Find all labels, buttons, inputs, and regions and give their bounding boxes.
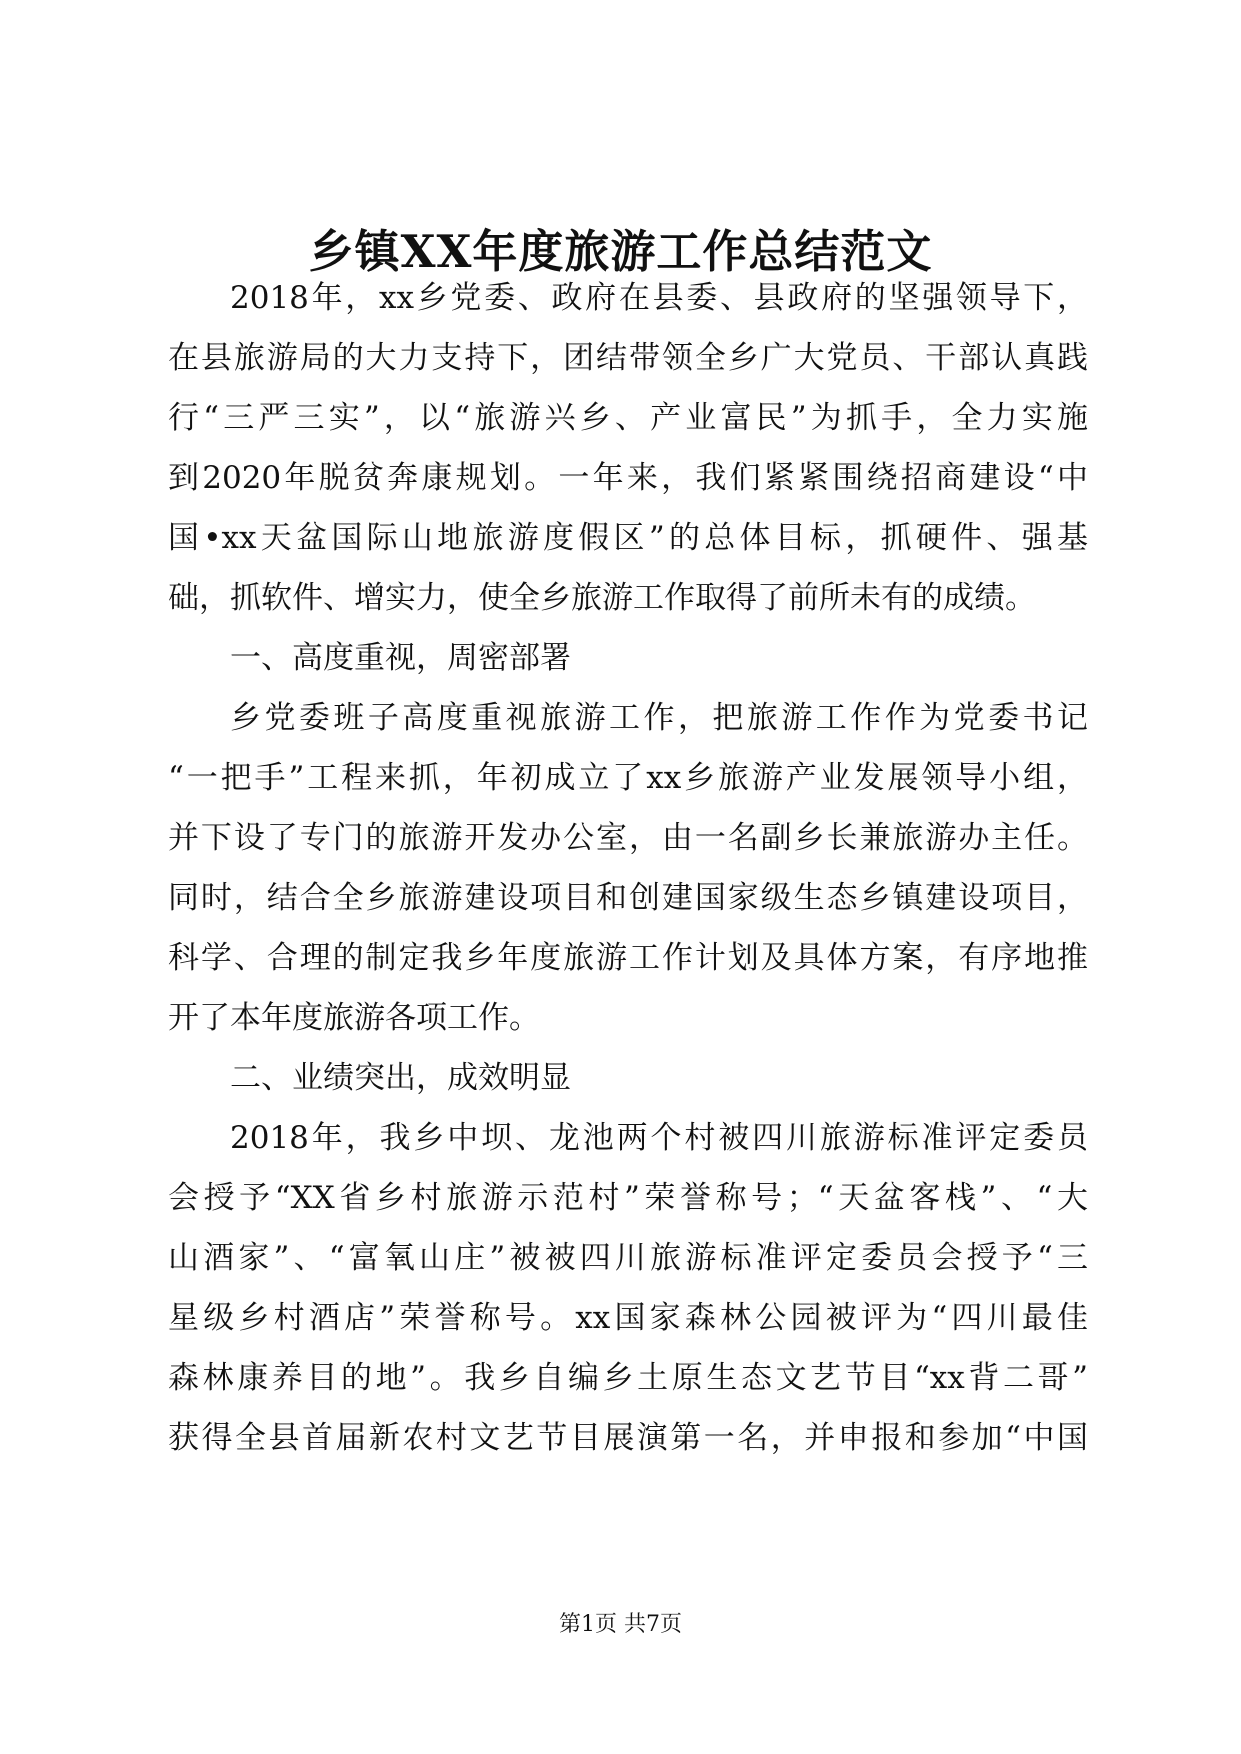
paragraph-line: 在县旅游局的大力支持下，团结带领全乡广大党员、干部认真践 — [168, 340, 1088, 376]
paragraph-line: 并下设了专门的旅游开发办公室，由一名副乡长兼旅游办主任。 — [168, 820, 1088, 856]
paragraph-line: 行“三严三实”，以“旅游兴乡、产业富民”为抓手，全力实施 — [168, 400, 1088, 436]
paragraph-line: 2018年，xx乡党委、政府在县委、县政府的坚强领导下， — [230, 280, 1088, 316]
paragraph-line: 同时，结合全乡旅游建设项目和创建国家级生态乡镇建设项目， — [168, 880, 1088, 916]
section-heading: 二、业绩突出，成效明显 — [230, 1060, 571, 1096]
paragraph-line: 2018年，我乡中坝、龙池两个村被四川旅游标准评定委员 — [230, 1120, 1088, 1156]
paragraph-line: 科学、合理的制定我乡年度旅游工作计划及具体方案，有序地推 — [168, 940, 1088, 976]
section-heading: 一、高度重视，周密部署 — [230, 640, 571, 676]
paragraph-line: 国•xx天盆国际山地旅游度假区”的总体目标，抓硬件、强基 — [168, 520, 1088, 556]
paragraph-line: 山酒家”、“富氧山庄”被被四川旅游标准评定委员会授予“三 — [168, 1240, 1088, 1276]
paragraph-line: 会授予“XX省乡村旅游示范村”荣誉称号；“天盆客栈”、“大 — [168, 1180, 1088, 1216]
paragraph-line: 获得全县首届新农村文艺节目展演第一名，并申报和参加“中国 — [168, 1420, 1088, 1456]
paragraph-line: “一把手”工程来抓，年初成立了xx乡旅游产业发展领导小组， — [168, 760, 1088, 796]
paragraph-line: 星级乡村酒店”荣誉称号。xx国家森林公园被评为“四川最佳 — [168, 1300, 1088, 1336]
paragraph-line: 乡党委班子高度重视旅游工作，把旅游工作作为党委书记 — [230, 700, 1088, 736]
paragraph-line: 开了本年度旅游各项工作。 — [168, 1000, 540, 1036]
paragraph-line: 森林康养目的地”。我乡自编乡土原生态文艺节目“xx背二哥” — [168, 1360, 1088, 1396]
paragraph-line: 础，抓软件、增实力，使全乡旅游工作取得了前所未有的成绩。 — [168, 580, 1036, 616]
paragraph-line: 到2020年脱贫奔康规划。一年来，我们紧紧围绕招商建设“中 — [168, 460, 1088, 496]
document-title: 乡镇XX年度旅游工作总结范文 — [308, 225, 933, 278]
document-body — [168, 268, 1088, 1468]
page-number-footer: 第1页 共7页 — [559, 1612, 682, 1637]
